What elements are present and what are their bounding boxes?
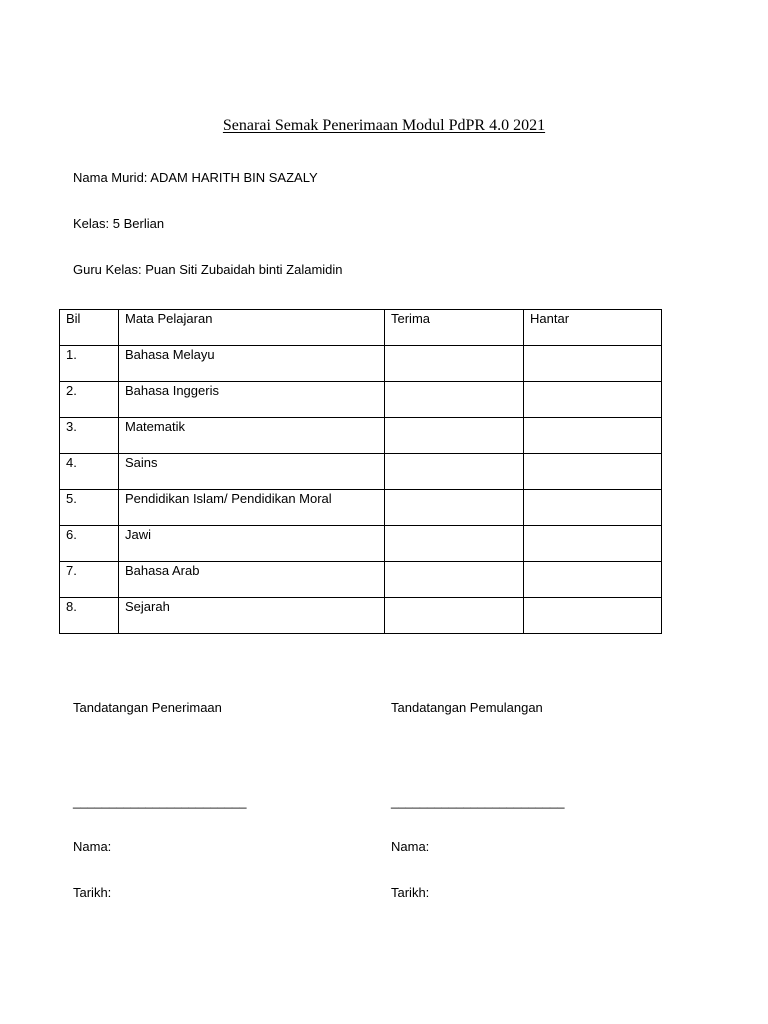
row-number: 5. <box>60 490 119 526</box>
row-subject: Jawi <box>119 526 385 562</box>
row-number: 1. <box>60 346 119 382</box>
row-subject: Bahasa Inggeris <box>119 382 385 418</box>
row-subject: Sains <box>119 454 385 490</box>
table-row <box>60 562 662 598</box>
row-send-cell <box>524 454 662 490</box>
row-number: 3. <box>60 418 119 454</box>
row-send-cell <box>524 382 662 418</box>
row-receive-cell <box>385 526 524 562</box>
return-signature-line: ________________________ <box>391 794 565 809</box>
row-number: 4. <box>60 454 119 490</box>
table-row <box>60 418 662 454</box>
row-number: 2. <box>60 382 119 418</box>
row-subject: Bahasa Melayu <box>119 346 385 382</box>
row-receive-cell <box>385 562 524 598</box>
row-send-cell <box>524 562 662 598</box>
row-subject: Matematik <box>119 418 385 454</box>
row-number: 6. <box>60 526 119 562</box>
return-name-label: Nama: <box>391 839 430 854</box>
table-row <box>60 598 662 634</box>
table-row <box>60 382 662 418</box>
table-row <box>60 346 662 382</box>
receipt-date-label: Tarikh: <box>73 885 112 900</box>
header-bil: Bil <box>60 310 119 346</box>
row-receive-cell <box>385 454 524 490</box>
receipt-signature-line: ________________________ <box>73 794 247 809</box>
table-row <box>60 490 662 526</box>
row-number: 7. <box>60 562 119 598</box>
header-subject: Mata Pelajaran <box>119 310 385 346</box>
row-send-cell <box>524 526 662 562</box>
row-receive-cell <box>385 598 524 634</box>
row-receive-cell <box>385 346 524 382</box>
table-header-row <box>60 310 662 346</box>
subject-checklist-table <box>59 309 662 634</box>
row-send-cell <box>524 490 662 526</box>
table-row <box>60 526 662 562</box>
class-teacher-field: Guru Kelas: Puan Siti Zubaidah binti Zalamidin <box>73 262 343 277</box>
row-subject: Sejarah <box>119 598 385 634</box>
row-receive-cell <box>385 382 524 418</box>
return-signature-label: Tandatangan Pemulangan <box>391 700 543 715</box>
class-field: Kelas: 5 Berlian <box>73 216 165 231</box>
row-send-cell <box>524 418 662 454</box>
student-name-field: Nama Murid: ADAM HARITH BIN SAZALY <box>73 170 318 185</box>
row-receive-cell <box>385 418 524 454</box>
row-receive-cell <box>385 490 524 526</box>
row-number: 8. <box>60 598 119 634</box>
header-receive: Terima <box>385 310 524 346</box>
row-send-cell <box>524 346 662 382</box>
receipt-name-label: Nama: <box>73 839 112 854</box>
row-subject: Bahasa Arab <box>119 562 385 598</box>
row-send-cell <box>524 598 662 634</box>
row-subject: Pendidikan Islam/ Pendidikan Moral <box>119 490 385 526</box>
table-row <box>60 454 662 490</box>
document-title: Senarai Semak Penerimaan Modul PdPR 4.0 2021 <box>222 117 546 134</box>
return-date-label: Tarikh: <box>391 885 430 900</box>
receipt-signature-label: Tandatangan Penerimaan <box>73 700 222 715</box>
header-send: Hantar <box>524 310 662 346</box>
